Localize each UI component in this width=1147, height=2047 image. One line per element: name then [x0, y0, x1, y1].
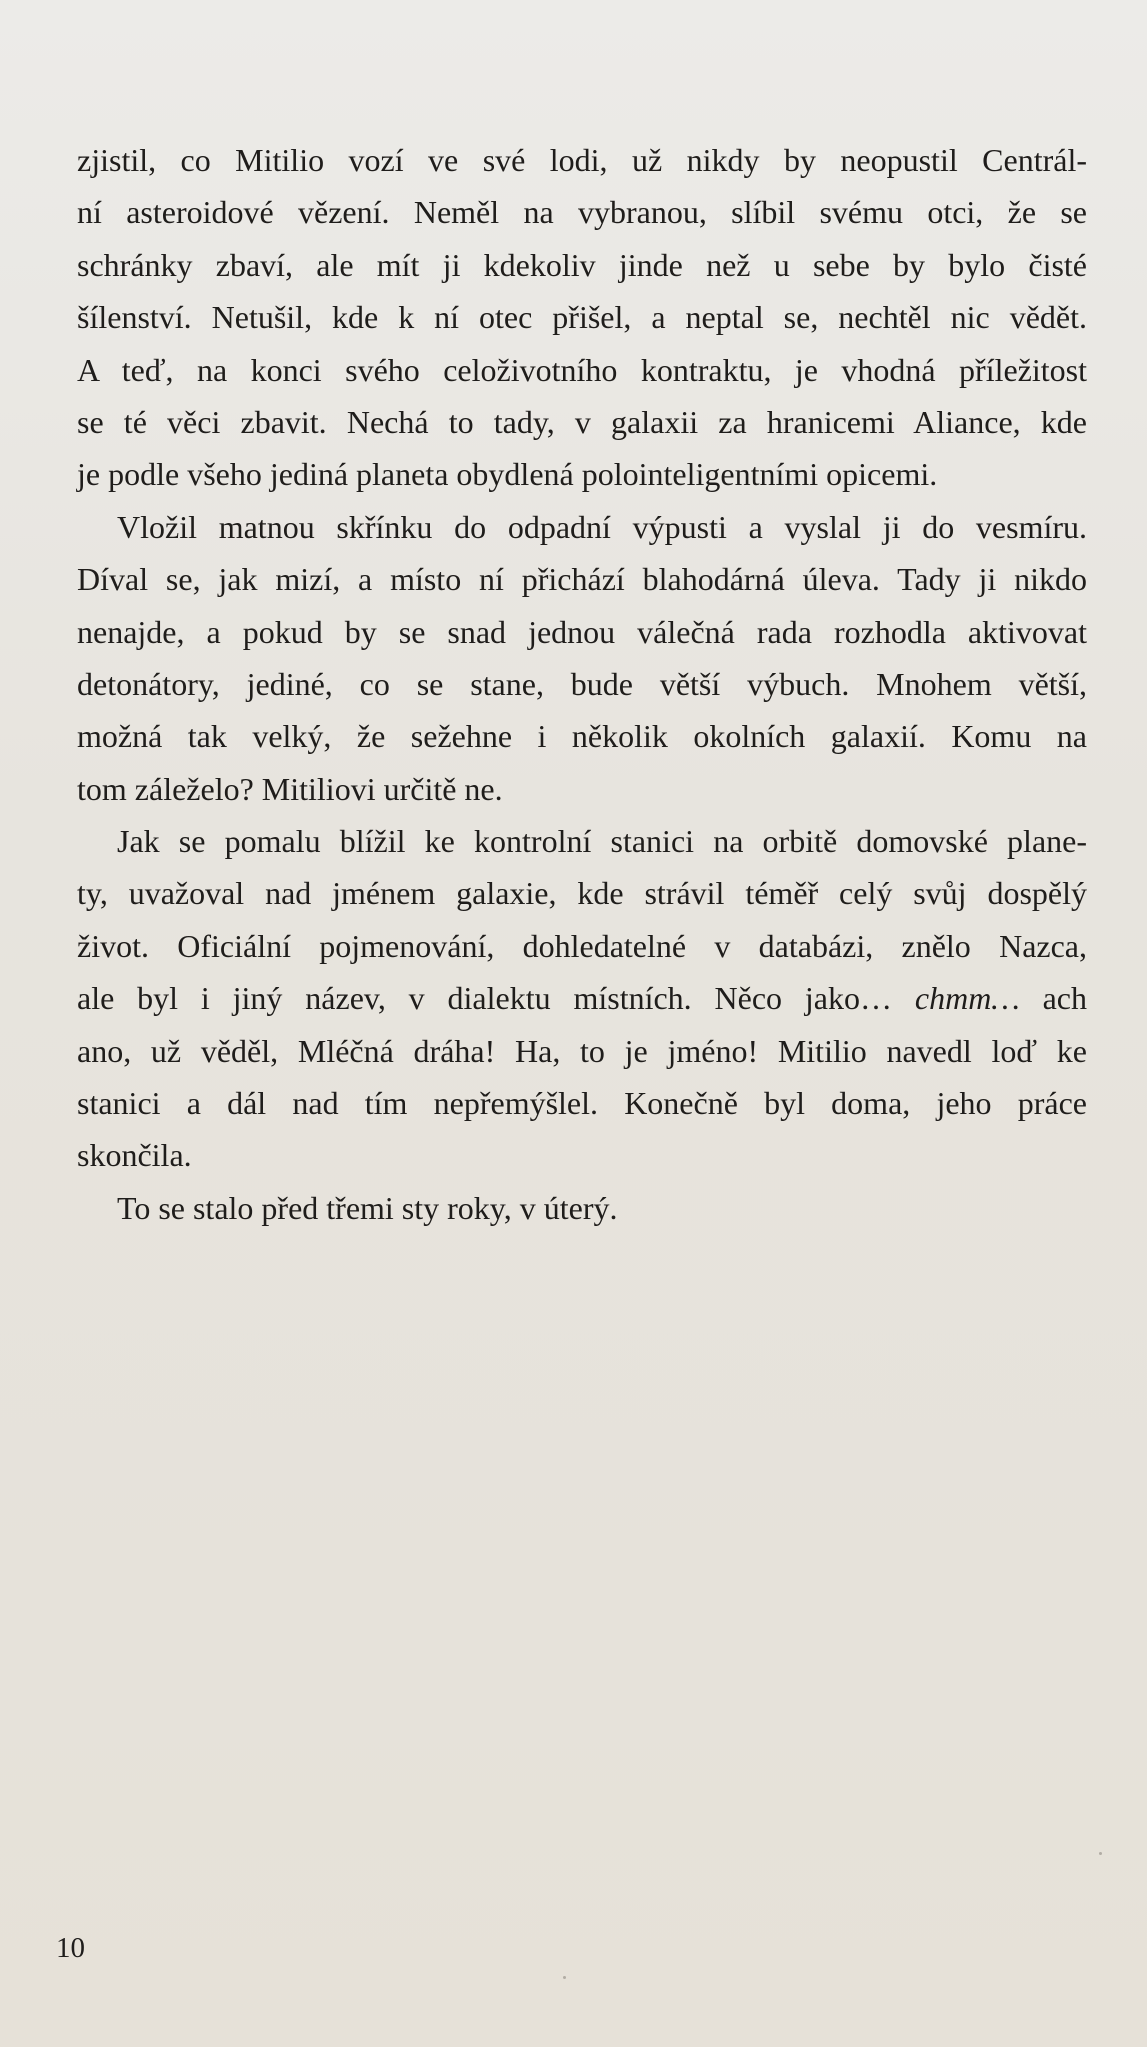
text-line-20: skončila. — [77, 1137, 192, 1174]
text-line-11: detonátory, jediné, co se stane, bude větší výbuch. Mnohem větší, — [77, 665, 1087, 702]
text-line-7: je podle všeho jediná planeta obydlená polointeligentními opicemi. — [77, 456, 938, 493]
text-line-12: možná tak velký, že sežehne i několik okolních galaxií. Komu na — [77, 718, 1087, 755]
text-line-17-start: ale byl i jiný název, v dialektu místních. Něco jako… — [77, 980, 915, 1017]
text-line-2: ní asteroidové vězení. Neměl na vybranou, slíbil svému otci, že se — [77, 194, 1087, 231]
text-line-10: nenajde, a pokud by se snad jednou válečná rada rozhodla aktivovat — [77, 613, 1087, 650]
body-text — [77, 134, 1087, 1234]
text-line-14: Jak se pomalu blížil ke kontrolní stanici na orbitě domovské plane- — [117, 823, 1087, 860]
italic-interjection: chmm… — [914, 980, 1020, 1017]
text-line-18: ano, už věděl, Mléčná dráha! Ha, to je jméno! Mitilio navedl loď ke — [77, 1032, 1087, 1069]
page-number: 10 — [56, 1932, 85, 1964]
text-line-15: ty, uvažoval nad jménem galaxie, kde strávil téměř celý svůj dospělý — [77, 875, 1087, 912]
text-line-17-end: ach — [1019, 980, 1088, 1017]
text-line-6: se té věci zbavit. Nechá to tady, v galaxii za hranicemi Aliance, kde — [77, 403, 1087, 440]
text-line-21: To se stalo před třemi sty roky, v úterý. — [117, 1189, 618, 1226]
text-line-9: Díval se, jak mizí, a místo ní přichází blahodárná úleva. Tady ji nikdo — [77, 561, 1087, 598]
text-line-8: Vložil matnou skřínku do odpadní výpusti a vyslal ji do vesmíru. — [117, 508, 1087, 545]
text-line-16: život. Oficiální pojmenování, dohledatelné v databázi, znělo Nazca, — [77, 927, 1087, 964]
text-line-3: schránky zbaví, ale mít ji kdekoliv jinde než u sebe by bylo čisté — [77, 246, 1087, 283]
text-line-5: A teď, na konci svého celoživotního kontraktu, je vhodná příležitost — [77, 351, 1087, 388]
text-line-4: šílenství. Netušil, kde k ní otec přišel, a neptal se, nechtěl nic vědět. — [77, 299, 1087, 336]
text-line-13: tom záleželo? Mitiliovi určitě ne. — [77, 770, 503, 807]
paper-speck — [563, 1976, 566, 1979]
text-line-17 — [77, 972, 1087, 1024]
paper-speck — [1099, 1852, 1102, 1855]
text-line-19: stanici a dál nad tím nepřemýšlel. Konečně byl doma, jeho práce — [77, 1085, 1087, 1122]
text-line-1: zjistil, co Mitilio vozí ve své lodi, už nikdy by neopustil Centrál- — [77, 142, 1087, 178]
